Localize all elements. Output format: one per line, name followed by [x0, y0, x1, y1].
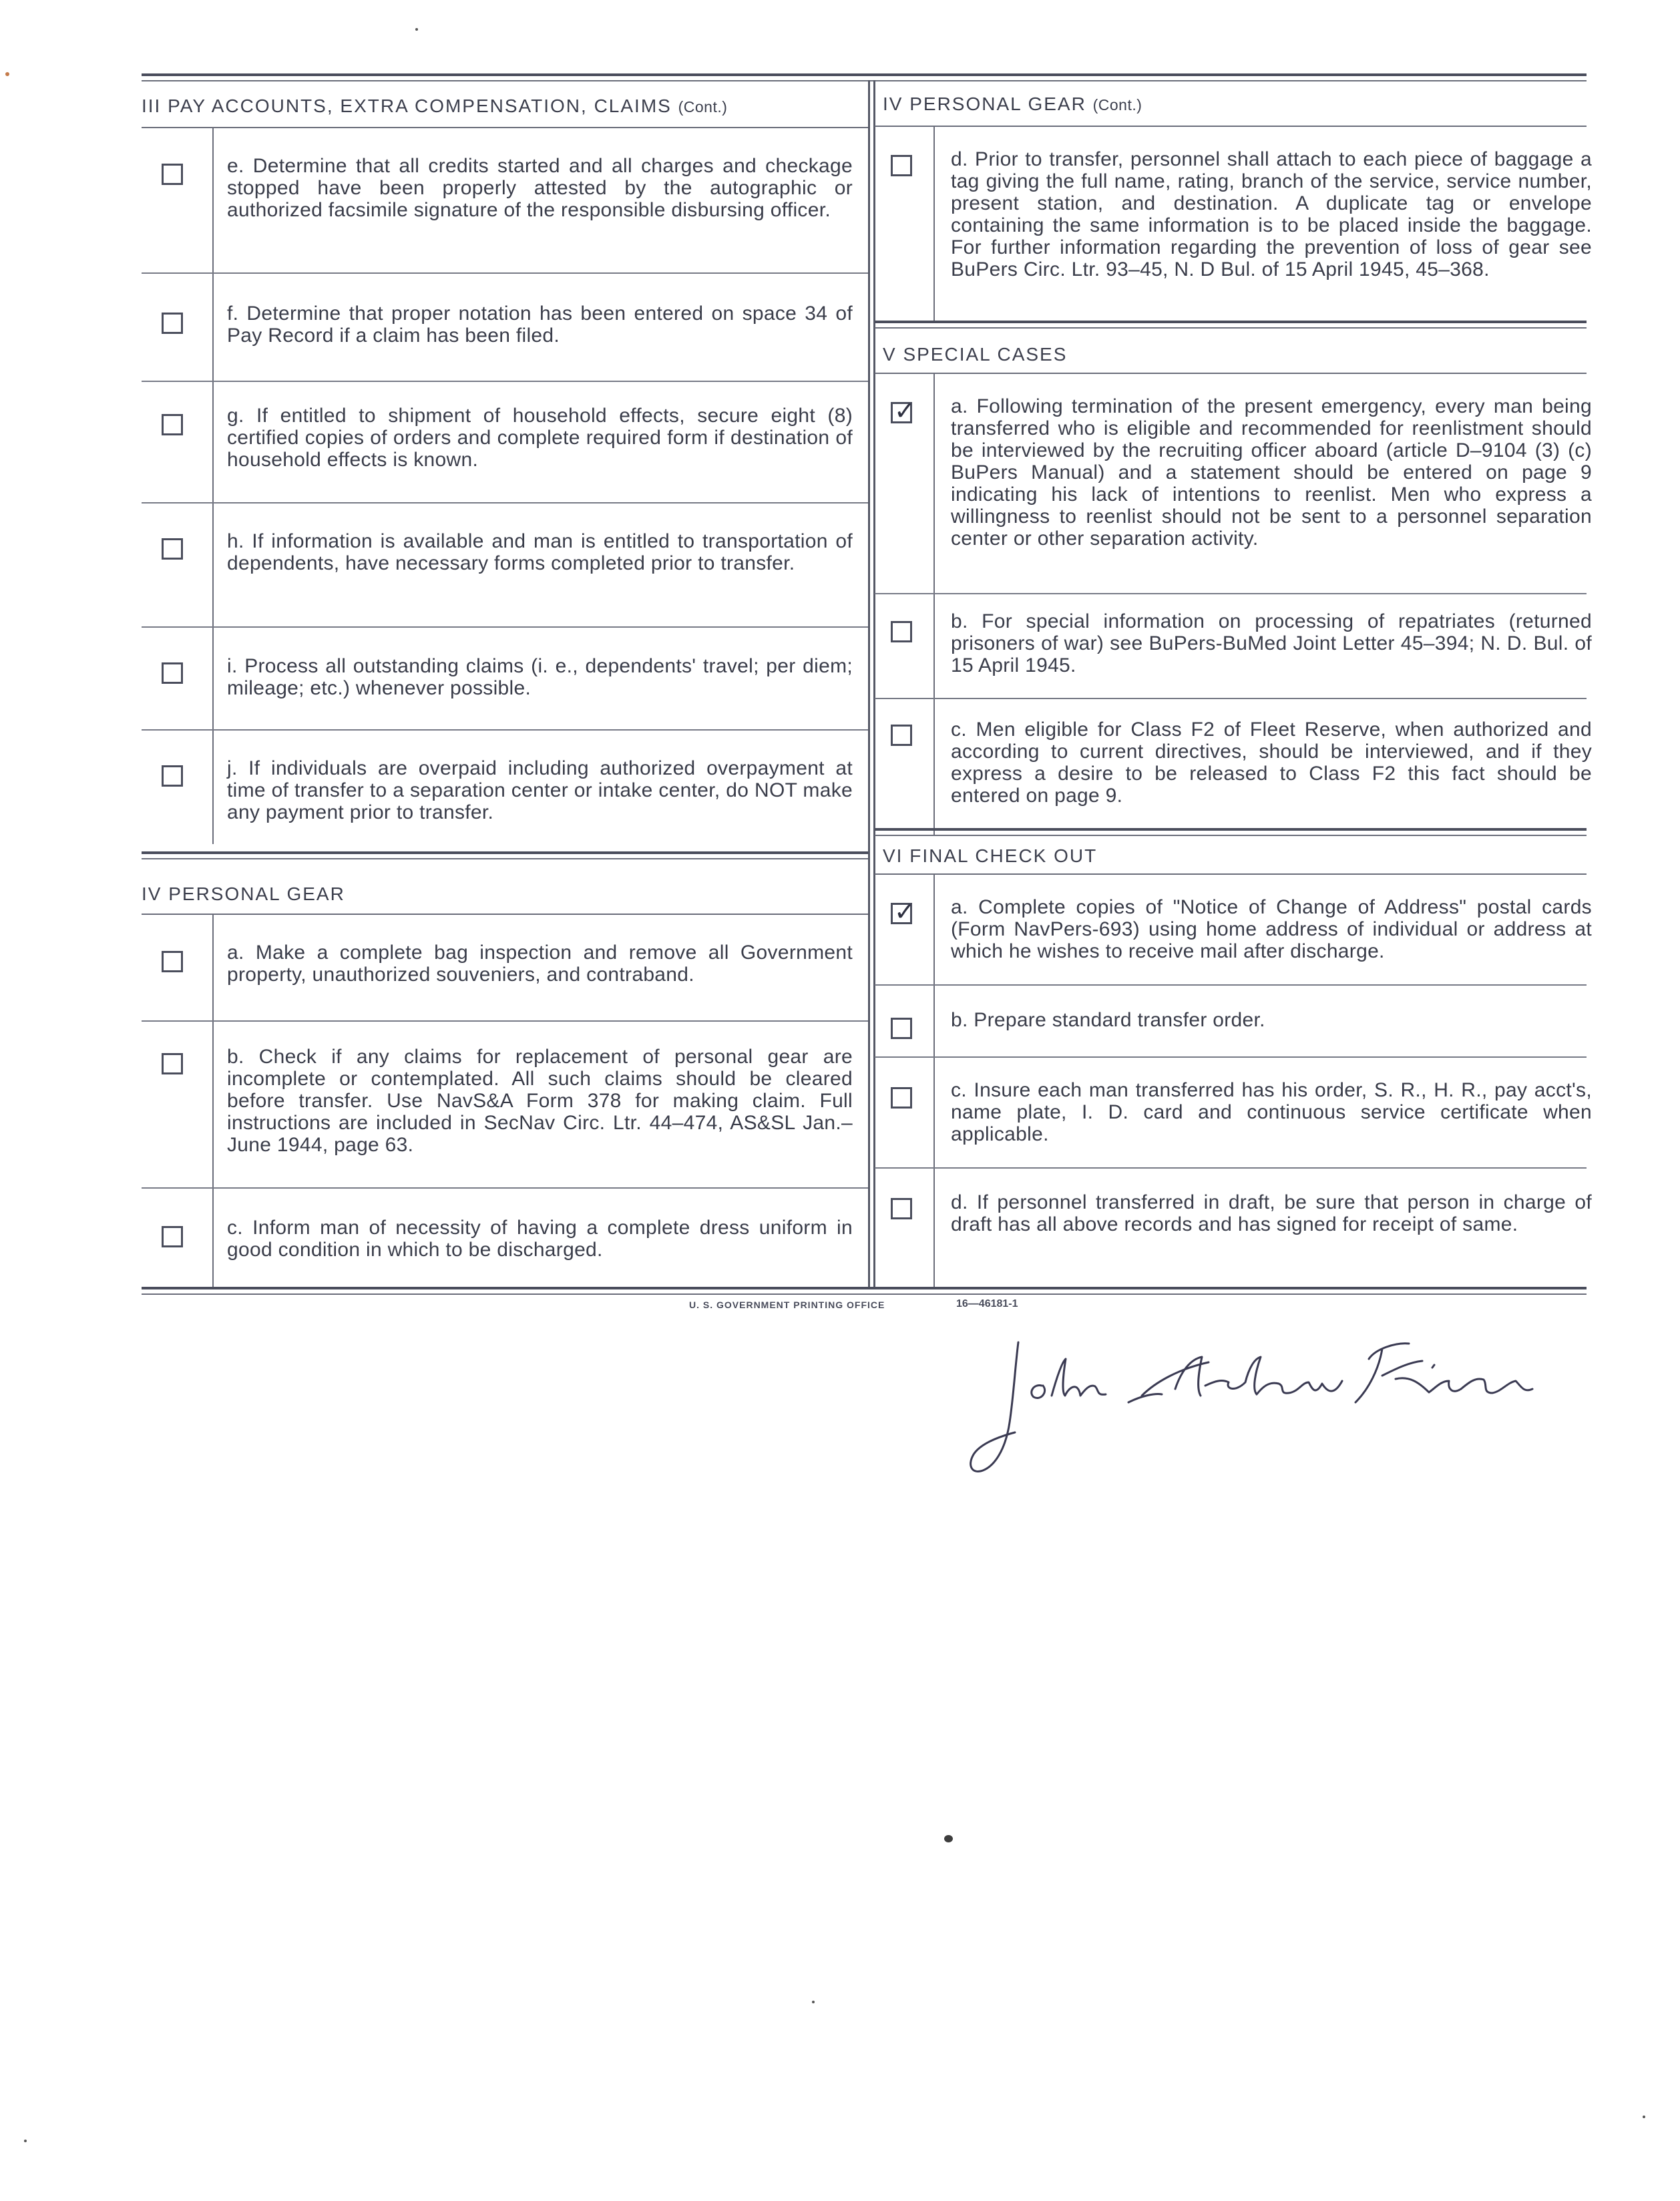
section6-top-rule — [875, 828, 1587, 831]
section3-item-i-checkbox[interactable] — [162, 662, 183, 684]
section3-item-f-text: f. Determine that proper notation has been entered on space 34 of Pay Record if a claim has been filed. — [227, 303, 853, 347]
section3-item-divider — [142, 626, 868, 628]
section3-item-divider — [142, 729, 868, 731]
section4-header-rule — [142, 914, 868, 915]
section3-item-divider — [142, 502, 868, 504]
section3-item-h-text: h. If information is available and man is entitled to transportation of dependents, have necessary forms completed prior to transfer. — [227, 530, 853, 574]
section4-item-a-text: a. Make a complete bag inspection and remove all Government property, unauthorized souveniers, and contraband. — [227, 942, 853, 986]
section5-top-rule-inner — [875, 327, 1587, 329]
section5-item-b-checkbox[interactable] — [891, 621, 912, 642]
section6-item-divider — [875, 1056, 1587, 1058]
section6-item-d-checkbox[interactable] — [891, 1198, 912, 1219]
section5-item-c-checkbox[interactable] — [891, 725, 912, 746]
scan-speck — [24, 2140, 27, 2142]
section6-title — [883, 845, 1097, 867]
center-divider — [868, 80, 870, 1289]
scan-speck — [812, 2001, 815, 2003]
section3-checkbox-column-line — [212, 128, 214, 844]
center-divider-inner — [873, 80, 875, 1289]
bottom-rule — [142, 1287, 1587, 1289]
section6-checkbox-column-line — [933, 875, 935, 1287]
handwritten-signature — [941, 1295, 1542, 1496]
section6-item-a-check-mark: ✓ — [894, 897, 915, 926]
section3-item-h-checkbox[interactable] — [162, 538, 183, 560]
section3-item-j-checkbox[interactable] — [162, 765, 183, 787]
top-rule-inner — [142, 80, 1587, 81]
section6-item-b-text: b. Prepare standard transfer order. — [951, 1009, 1265, 1031]
section5-title-text: V SPECIAL CASES — [883, 344, 1068, 365]
section6-item-divider — [875, 984, 1587, 986]
section3-title-text: III PAY ACCOUNTS, EXTRA COMPENSATION, CLAIMS — [142, 95, 672, 116]
section3-item-e-checkbox[interactable] — [162, 164, 183, 185]
scan-speck — [1643, 2116, 1645, 2118]
section5-item-c-text: c. Men eligible for Class F2 of Fleet Reserve, when authorized and according to current directives, should be interviewed, and if they express a desire to be released to Class F2 this fact should be entered on page 9. — [951, 719, 1592, 807]
section3-title-cont: (Cont.) — [678, 98, 728, 116]
section6-item-c-text: c. Insure each man transferred has his order, S. R., H. R., pay acct's, name plate, I. D. card and continuous service certificate when applicable. — [951, 1079, 1592, 1145]
section4-item-a-checkbox[interactable] — [162, 951, 183, 972]
section4-title — [142, 883, 345, 905]
section4-item-b-checkbox[interactable] — [162, 1053, 183, 1074]
section4-top-rule-inner — [142, 858, 868, 859]
section5-item-b-text: b. For special information on processing of repatriates (returned prisoners of war) see BuPers-BuMed Joint Letter 45–394; N. D. Bul. of 15 April 1945. — [951, 610, 1592, 676]
scan-speck — [944, 1835, 953, 1842]
section6-item-d-text: d. If personnel transferred in draft, be sure that person in charge of draft has all above records and has signed for receipt of same. — [951, 1191, 1592, 1235]
section5-item-a-checkbox[interactable] — [891, 396, 915, 425]
section4-item-d-text: d. Prior to transfer, personnel shall attach to each piece of baggage a tag giving the full name, rating, branch of the service, service number, present station, and destination. A duplicate tag or envelope containing the same information is to be placed inside the baggage. For further information regarding the prevention of loss of gear see BuPers Circ. Ltr. 93–45, N. D Bul. of 15 April 1945, 45–368. — [951, 148, 1592, 280]
section3-title — [142, 95, 727, 117]
section6-top-rule-inner — [875, 835, 1587, 836]
section5-item-a-check-mark: ✓ — [894, 396, 915, 425]
top-rule — [142, 73, 1587, 76]
section5-top-rule — [875, 321, 1587, 323]
section4-top-rule — [142, 851, 868, 854]
section5-item-a-text: a. Following termination of the present emergency, every man being transferred who is eligible and recommended for reenlistment should be interviewed by the recruiting officer aboard (article D–9104 (3) (c) BuPers Manual) and a statement should be entered on page 9 indicating his lack of intentions to reenlist. Men who express a willingness to reenlist should not be sent to a personnel separation center or other separation activity. — [951, 395, 1592, 550]
section4-item-d-checkbox[interactable] — [891, 155, 912, 176]
section4-cont-header-rule — [875, 126, 1587, 127]
section6-item-a-text: a. Complete copies of "Notice of Change of Address" postal cards (Form NavPers-693) using home address of individual or address at which he wishes to receive mail after discharge. — [951, 896, 1592, 962]
section6-item-b-checkbox[interactable] — [891, 1018, 912, 1039]
section3-item-divider — [142, 272, 868, 274]
section6-header-rule — [875, 873, 1587, 875]
section3-item-j-text: j. If individuals are overpaid including authorized overpayment at time of transfer to a separation center or intake center, do NOT make any payment prior to transfer. — [227, 757, 853, 823]
section5-title — [883, 344, 1067, 365]
section4-cont-title-text: IV PERSONAL GEAR — [883, 93, 1086, 114]
section4-item-b-text: b. Check if any claims for replacement of personal gear are incomplete or contemplated. All such claims should be cleared before transfer. Use NavS&A Form 378 for making claim. Full instructions are included in SecNav Circ. Ltr. 44–474, AS&SL Jan.–June 1944, page 63. — [227, 1046, 853, 1156]
section4-item-c-text: c. Inform man of necessity of having a complete dress uniform in good condition in which to be discharged. — [227, 1217, 853, 1261]
bottom-rule-inner — [142, 1293, 1587, 1295]
section6-title-text: VI FINAL CHECK OUT — [883, 845, 1098, 866]
section5-item-divider — [875, 698, 1587, 699]
section4-cont-title — [883, 93, 1142, 115]
section4-item-c-checkbox[interactable] — [162, 1226, 183, 1247]
section4-checkbox-column-line — [212, 915, 214, 1287]
section4-item-divider — [142, 1020, 868, 1022]
section3-item-g-text: g. If entitled to shipment of household effects, secure eight (8) certified copies of orders and complete required form if destination of household effects is known. — [227, 405, 853, 471]
section3-item-divider — [142, 381, 868, 382]
section3-header-rule — [142, 127, 868, 128]
section3-item-g-checkbox[interactable] — [162, 414, 183, 435]
section4-cont-checkbox-column-line — [933, 127, 935, 321]
section6-item-c-checkbox[interactable] — [891, 1087, 912, 1109]
section6-item-divider — [875, 1167, 1587, 1169]
section5-checkbox-column-line — [933, 374, 935, 835]
section5-item-divider — [875, 593, 1587, 594]
form-number: 16—46181-1 — [956, 1298, 1018, 1310]
printer-imprint: U. S. GOVERNMENT PRINTING OFFICE — [689, 1299, 885, 1310]
section3-item-i-text: i. Process all outstanding claims (i. e., dependents' travel; per diem; mileage; etc.) whenever possible. — [227, 655, 853, 699]
section3-item-f-checkbox[interactable] — [162, 313, 183, 334]
scan-speck — [415, 28, 418, 31]
section4-item-divider — [142, 1187, 868, 1189]
section3-item-e-text: e. Determine that all credits started and all charges and checkage stopped have been properly attested by the autographic or authorized facsimile signature of the responsible disbursing officer. — [227, 155, 853, 221]
section4-title-text: IV PERSONAL GEAR — [142, 883, 345, 904]
scan-speck — [5, 72, 9, 76]
section4-cont-title-cont: (Cont.) — [1092, 96, 1142, 114]
section5-header-rule — [875, 373, 1587, 374]
section6-item-a-checkbox[interactable] — [891, 897, 915, 926]
